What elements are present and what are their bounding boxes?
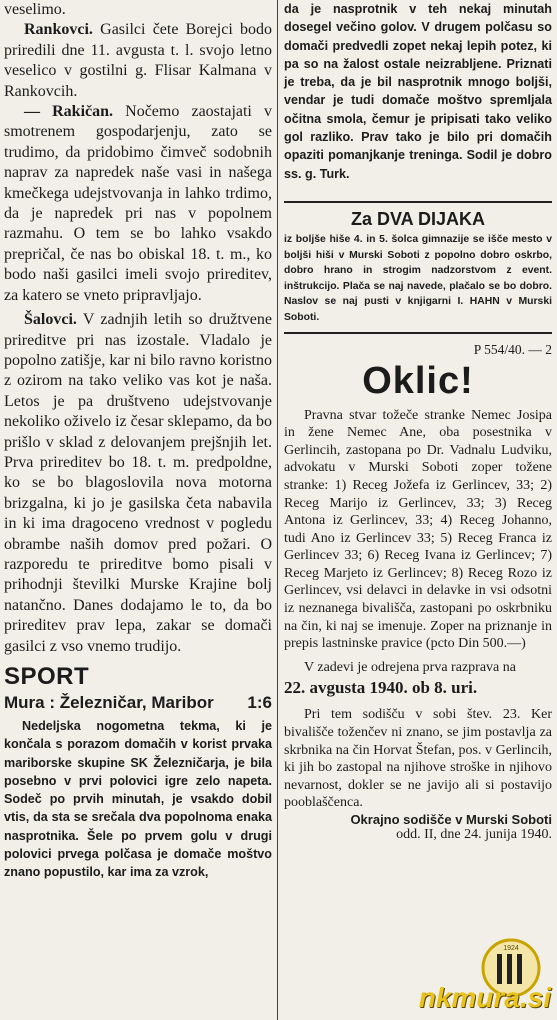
rankovci-text: Gasilci čete Borejci bodo priredili dne 11. avgusta t. l. svojo letno veselico v gostilni g. Flisar Kalmana v Rankovcih. (4, 21, 272, 100)
left-column (4, 0, 272, 882)
salovci-text: V zadnjih letih so družtvene prireditve pri nas izostale. Vladalo je popolno zatišje, kar ni bilo ravno koristno z ozirom na tako veliko vas kot je naša. Letos je pa društveno udejstvovanje nekoliko oživelo iz česar sklepamo, da bo prišlo v sklad z delovanjem prejšnjih let. Prva prireditev bo 18. t. m. predpoldne, ko se bo blagoslovila nova motorna brizgalna, ki jo je gasilska četa nabavila in ki ima dragoceno vrednost v pogledu obrambe naših domov pred požari. O razporedu te prireditve bomo pisali v prihodnji številki Murske Krajine bolj natančno. Danes dodajamo le to, da bo prireditev prav lepa, zakar se domači gasilci z vso vnemo trudijo. (4, 311, 272, 655)
match-teams: Mura : Železničar, Maribor (4, 693, 214, 712)
hearing-date: 22. avgusta 1940. ob 8. uri. (284, 678, 478, 698)
ad-title: Za DVA DIJAKA (350, 208, 485, 229)
salovci-lead: Šalovci. (24, 311, 77, 329)
court-text: Pri tem sodišču v sobi štev. 23. Ker bivališče toženčev ni znano, se jim postavlja za skrbnika na čin Horvat Štefan, pos. v Gerlincih, ki jih bo zastopal na njihove stroške in njihovo nevarnost, dokler se ne javijo ali si postavijo pooblaščenca. (284, 707, 552, 811)
salovci-paragraph (4, 310, 272, 657)
rakican-lead: — Rakičan. (24, 103, 114, 121)
sport-article: Nedeljska nogometna tekma, ki je končala s porazom domačih v korist prvaka mariborske skupine SK Železničarja, je bila posebno v prvi polovici igre zelo napeta. Sodeč po prvih minutah, je vsakdo dobil vtis, da sta se srečala dva popolnoma enaka nasprotnika. Šele po prvem golu v drugi polovici prvega polčasa je domače moštvo znano popustilo, kar ima za vzrok, (4, 719, 272, 880)
case-reference: P 554/40. — 2 (473, 341, 552, 357)
sport-heading: SPORT (4, 663, 90, 690)
sport-article-continued: da je nasprotnik v teh nekaj minutah dosegel večino golov. V drugem polčasu so domači predvedli zopet nekaj lepih potez, ki pa so na žalost ostale neizrabljene. Priznati je treba, da je bil nasprotnik mnogo boljši, vendar je tudi domače moštvo spremljala očitna smola, čemur je pripisati tako veliko gol razliko. Prav tako je bilo pri domačih opaziti pomanjkanje treninga. Sodil je dobro ss. g. Turk. (284, 2, 552, 181)
column-divider (277, 0, 278, 1020)
top-line: veselimo. (4, 1, 66, 18)
zadeva-text: V zadevi je odrejena prva razprava na (304, 659, 516, 675)
rankovci-lead: Rankovci. (24, 21, 93, 39)
rankovci-paragraph (4, 20, 272, 102)
divider-rule (284, 201, 552, 203)
watermark-text: nkmura.si (418, 982, 551, 1013)
court-date: odd. II, dne 24. junija 1940. (396, 827, 552, 842)
rakican-text: Nočemo zaostajati v smotrenem gospodarjenju, zato se trudimo, da pridobimo čimveč sodobnih naprav za napredek naše vasi in našega kmečkega udejstvovanja in lahko trdimo, da je napredek pri nas v popolnem razmahu. O tem se bo lahko vsakdo prepričal, če nas bo obiskal 18. t. m., ko bodo naši gasilci imeli svojo prireditev, za katero se vneto pripravljajo. (4, 103, 272, 304)
court-signature: Okrajno sodišče v Murski Soboti (350, 812, 552, 827)
svg-text:1924: 1924 (503, 945, 519, 952)
ad-text: iz boljše hiše 4. in 5. šolca gimnazije se išče mesto v boljši hiši v Murski Soboti z popolno dobro oskrbo, dobro hrano in strogim nadzorstvom z event. inštrukcijo. Plača se naj navede, plačalo se bo dobro. Naslov se naj pusti v knjigarni I. HAHN v Murski Soboti. (284, 233, 552, 323)
right-column (284, 0, 552, 843)
oklic-text: Pravna stvar tožeče stranke Nemec Josipa in žene Nemec Ane, oba posestnika v Gerlincih, zastopana po Dr. Vadnalu Ludviku, advokatu v Murski Soboti zoper tožene stranke: 1) Receg Jožefa iz Gerlincev, 33; 2) Receg Marijo iz Gerlincev, 33; 3) Receg Antona iz Gerlincev, 33; 4) Receg Johanno, tudi Ano iz Gerlincev 33; 5) Receg Franca iz Gerlincev 33; 6) Receg Ivana iz Gerlincev; 7) Receg Marjeto iz Gerlincev; 8) Receg Rozo iz Gerlincev, vsi delavci in delavke in vsi odsotni iz neznanega bivališča, zastopani po oskrbniku na čin, ki naj se imenuje. Zoper na priznanje in prepis lastninske pravice (pcto Din 500.—) (284, 407, 552, 652)
divider-rule (284, 332, 552, 334)
match-title (4, 693, 272, 713)
match-score: 1:6 (247, 693, 272, 712)
oklic-heading: Oklic! (362, 359, 474, 402)
rakican-paragraph (4, 102, 272, 306)
